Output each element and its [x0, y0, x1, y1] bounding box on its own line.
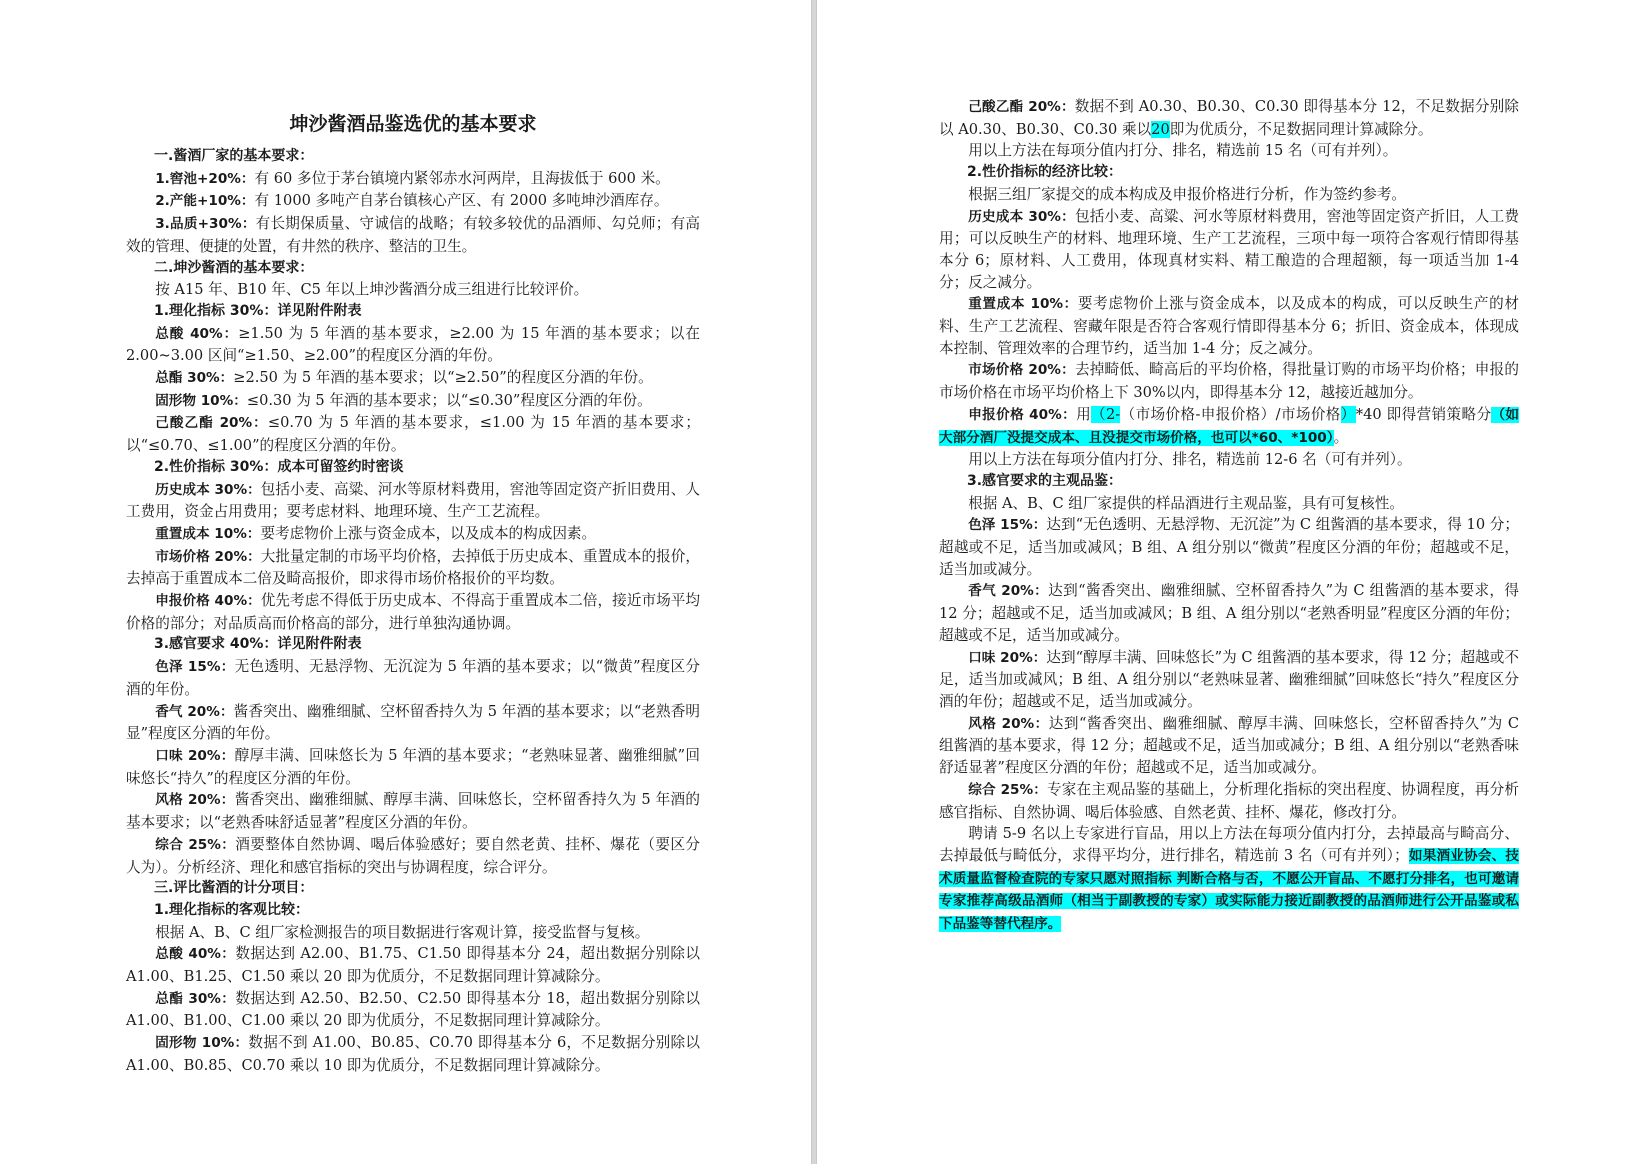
paragraph	[126, 390, 700, 413]
paragraph	[126, 367, 700, 390]
item-label: 色泽 15%：	[155, 659, 235, 676]
item-label: 色泽 15%：	[968, 517, 1047, 534]
item-text: 数据达到 A2.00、B1.75、C1.50 即得基本分 24，超出数据分别除以 A1.00、B1.25、C1.50 乘以 20 即为优质分，不足数据同理计算减除分。	[126, 945, 700, 986]
item-text: 达到“酱香突出、幽雅细腻、空杯留香持久”为 C 组酱酒的基本要求，得 12 分；超越或不足，适当加或减风；B 组、A 组分别以“老熟香明显”程度区分酒的年份；超越或不足，适当加或减分。	[939, 582, 1519, 644]
item-text: 酱香突出、幽雅细腻、空杯留香持久为 5 年酒的基本要求；以“老熟香明显”程度区分酒的年份。	[126, 702, 700, 743]
item-label: 香气 20%：	[968, 583, 1049, 600]
item-label: 申报价格 40%：	[155, 593, 261, 610]
paragraph: 按 A15 年、B10 年、C5 年以上坤沙酱酒分成三组进行比较评价。	[155, 281, 589, 299]
item-label: 己酸乙酯 20%：	[968, 99, 1075, 115]
item-label: 总酯 30%：	[155, 990, 236, 1007]
item-text: 去掉畸低、畸高后的平均价格，得批量订购的市场平均价格；申报的市场价格在市场平均价格上下 30%以内，即得基本分 12，越接近越加分。	[939, 361, 1519, 402]
item-text: ≥2.50 为 5 年酒的基本要求；以“≥2.50”的程度区分酒的年份。	[233, 369, 653, 387]
item-label: 重置成本 10%：	[968, 296, 1078, 313]
section-heading: 一.酱酒厂家的基本要求：	[154, 148, 314, 164]
paragraph	[126, 656, 700, 700]
item-label: 总酸 40%：	[155, 946, 236, 963]
paragraph	[939, 206, 1519, 294]
section-heading: 三.评比酱酒的计分项目：	[154, 880, 314, 897]
item-text: 包括小麦、高粱、河水等原材料费用，窖池等固定资产折旧费用、人工费用，资金占用费用；要考虑材料、地理环境、生产工艺流程。	[126, 480, 700, 521]
item-label: 综合 25%：	[155, 836, 236, 853]
paragraph: 根据 A、B、C 组厂家检测报告的项目数据进行客观计算，接受监督与复核。	[155, 923, 650, 941]
paragraph	[126, 834, 700, 878]
paragraph	[126, 412, 700, 456]
item-label: 固形物 10%：	[155, 1035, 249, 1052]
item-label: 重置成本 10%：	[155, 525, 261, 542]
item-text: ≥1.50 为 5 年酒的基本要求，≥2.00 为 15 年酒的基本要求；以在 2.00~3.00 区间“≥1.50、≥2.00”的程度区分酒的年份。	[126, 324, 700, 365]
paragraph	[939, 359, 1519, 403]
item-label: 3.品质+30%：	[155, 216, 256, 233]
item-label: 综合 25%：	[968, 781, 1048, 798]
subsection-heading: 1.理化指标 30%：详见附件附表	[154, 302, 362, 319]
paragraph	[939, 580, 1519, 646]
paragraph	[126, 789, 700, 833]
item-text: 要考虑物价上涨与资金成本，以及成本的构成因素。	[260, 524, 597, 542]
paragraph	[126, 546, 700, 590]
item-text: 达到“无色透明、无悬浮物、无沉淀”为 C 组酱酒的基本要求，得 10 分；超越或不足，适当加或减风；B 组、A 组分别以“微黄”程度区分酒的年份；超越或不足，适当加或减分。	[939, 516, 1519, 578]
item-label: 固形物 10%：	[155, 392, 247, 409]
item-label: 总酯 30%：	[155, 370, 234, 387]
document-page-right	[816, 0, 1640, 1164]
item-text: 即为优质分，不足数据同理计算减除分。	[1169, 120, 1433, 138]
paragraph	[126, 523, 700, 546]
section-heading: 二.坤沙酱酒的基本要求：	[154, 259, 314, 276]
item-label: 1.窖池+20%：	[155, 170, 255, 187]
item-text: 大批量定制的市场平均价格，去掉低于历史成本、重置成本的报价，去掉高于重置成本二倍及畸高报价，即求得市场价格报价的平均数。	[126, 547, 700, 588]
paragraph	[126, 213, 700, 257]
highlighted-text: ）	[1340, 405, 1356, 423]
paragraph	[126, 590, 700, 634]
item-text: （市场价格-申报价格）/市场价格	[1120, 405, 1341, 423]
item-text: 用	[1076, 405, 1092, 423]
item-text: 有 60 多位于茅台镇境内紧邻赤水河两岸，且海拔低于 600 米。	[254, 169, 670, 187]
document-page-left	[0, 0, 812, 1164]
item-text: 酱香突出、幽雅细腻、醇厚丰满、回味悠长，空杯留香持久为 5 年酒的基本要求；以“老熟香味舒适显著”程度区分酒的年份。	[126, 791, 700, 832]
paragraph	[126, 479, 700, 523]
item-label: 市场价格 20%：	[155, 548, 261, 565]
subsection-heading: 3.感官要求 40%：详见附件附表	[154, 636, 362, 653]
item-text: 专家在主观品鉴的基础上，分析理化指标的突出程度、协调程度，再分析感官指标、自然协调、喝后体验感、自然老黄、挂杯、爆花，修改打分。	[939, 780, 1519, 821]
item-text: 无色透明、无悬浮物、无沉淀为 5 年酒的基本要求；以“微黄”程度区分酒的年份。	[126, 658, 700, 698]
item-text: 数据达到 A2.50、B2.50、C2.50 即得基本分 18，超出数据分别除以 A1.00、B1.00、C1.00 乘以 20 即为优质分，不足数据同理计算减除分。	[126, 989, 700, 1030]
paragraph	[939, 647, 1519, 713]
item-label: 口味 20%：	[155, 747, 235, 764]
page-left-content	[126, 112, 700, 1077]
item-text: 数据不到 A0.30、B0.30、C0.30 即得基本分 12，不足数据分别除以 A0.30、B0.30、C0.30 乘以	[939, 98, 1519, 138]
paragraph: 用以上方法在每项分值内打分、排名，精选前 15 名（可有并列）。	[968, 142, 1398, 160]
item-label: 市场价格 20%：	[968, 362, 1075, 379]
item-text: ≤0.30 为 5 年酒的基本要求；以“≤0.30”程度区分酒的年份。	[246, 391, 652, 409]
page-right-content	[939, 96, 1519, 936]
paragraph	[939, 404, 1519, 449]
item-text: 达到“醇厚丰满、回味悠长”为 C 组酱酒的基本要求，得 12 分；超越或不足，适当加或减风；B 组、A 组分别以“老熟味显著、幽雅细腻”回味悠长“持久”程度区分酒的年份；超越或不足，适当加或减分。	[939, 648, 1519, 710]
item-text: 有长期保质量、守诚信的战略；有较多较优的品酒师、勾兑师；有高效的管理、便捷的处置，有井然的秩序、整洁的卫生。	[126, 215, 700, 255]
item-text: 数据不到 A1.00、B0.85、C0.70 即得基本分 6，不足数据分别除以 A1.00、B0.85、C0.70 乘以 10 即为优质分，不足数据同理计算减除分。	[126, 1034, 700, 1074]
subsection-heading: 1.理化指标的客观比较：	[154, 901, 310, 918]
subsection-heading: 2.性价指标 30%：成本可留签约时密谈	[154, 458, 404, 475]
item-label: 口味 20%：	[968, 649, 1047, 666]
item-text: ≤0.70 为 5 年酒的基本要求，≤1.00 为 15 年酒的基本要求；以“≤0.70、≤1.00”的程度区分酒的年份。	[126, 414, 700, 455]
document-title: 坤沙酱酒品鉴选优的基本要求	[289, 113, 537, 135]
paragraph	[126, 1032, 700, 1076]
item-label: 历史成本 30%：	[968, 208, 1075, 225]
item-text: 有 1000 多吨产自茅台镇核心产区、有 2000 多吨坤沙酒库存。	[254, 192, 669, 210]
item-text: *40 即得营销策略分	[1355, 405, 1492, 423]
item-text: 醇厚丰满、回味悠长为 5 年酒的基本要求；“老熟味显著、幽雅细腻”回味悠长“持久”的程度区分酒的年份。	[126, 746, 700, 787]
paragraph	[126, 943, 700, 987]
item-label: 总酸 40%：	[155, 325, 239, 342]
item-label: 己酸乙酯 20%：	[155, 415, 268, 432]
item-label: 香气 20%：	[155, 703, 234, 720]
item-text: 酒要整体自然协调、喝后体验感好；要自然老黄、挂杯、爆花（要区分人为）。分析经济、理化和感官指标的突出与协调程度，综合评分。	[126, 835, 700, 876]
item-label: 2.产能+10%：	[155, 193, 255, 210]
item-text: 包括小麦、高粱、河水等原材料费用，窖池等固定资产折旧，人工费用；可以反映生产的材料、地理环境、生产工艺流程，三项中每一项符合客观行情即得基本分 6；原材料、人工费用，体现真材实料、精工酿造的合理超额，每一项适当加 1-4 分；反之减分。	[939, 207, 1519, 291]
item-text: 优先考虑不得低于历史成本、不得高于重置成本二倍，接近市场平均价格的部分；对品质高而价格高的部分，进行单独沟通协调。	[126, 592, 700, 632]
highlighted-text: 如果酒业协会、技术质量监督检查院的专家只愿对照指标 判断合格与否，不愿公开盲品、不愿打分排名，也可邀请专家推荐高级品酒师（相当于副教授的专家）或实际能力接近副教授的品酒师进行公开品鉴或私下品鉴等替代程序。	[939, 847, 1519, 933]
paragraph	[126, 745, 700, 789]
item-label: 申报价格 40%：	[968, 406, 1077, 423]
paragraph	[939, 779, 1519, 823]
item-text: 要考虑物价上涨与资金成本，以及成本的构成，可以反映生产的材料、生产工艺流程、窖藏年限是否符合客观行情即得基本分 6；折旧、资金成本，体现成本控制、管理效率的合理节约，适当加 1-4 分；反之减分。	[939, 295, 1519, 357]
highlighted-text: （如大部分酒厂没提交成本、且没提交市场价格，也可以*60、*100）	[939, 406, 1519, 446]
paragraph	[126, 168, 700, 191]
paragraph	[939, 96, 1519, 140]
paragraph: 根据 A、B、C 组厂家提供的样品酒进行主观品鉴，具有可复核性。	[968, 494, 1404, 512]
item-text: 达到“酱香突出、幽雅细腻、醇厚丰满、回味悠长，空杯留香持久”为 C 组酱酒的基本要求，得 12 分；超越或不足，适当加或减分；B 组、A 组分别以“老熟香味舒适显著”程度区分酒的年份；超越或不足，适当加或减分。	[939, 714, 1519, 777]
item-text: 。	[1333, 428, 1349, 446]
subsection-heading: 2.性价指标的经济比较：	[967, 164, 1123, 181]
paragraph	[126, 190, 700, 213]
paragraph	[939, 713, 1519, 779]
paragraph	[939, 823, 1519, 936]
paragraph	[939, 293, 1519, 359]
item-label: 风格 20%：	[155, 792, 235, 809]
highlighted-text: 20	[1151, 120, 1170, 138]
item-label: 历史成本 30%：	[155, 481, 261, 498]
paragraph: 根据三组厂家提交的成本构成及申报价格进行分析，作为签约参考。	[968, 185, 1407, 203]
highlighted-text: （2-	[1091, 405, 1121, 423]
paragraph	[939, 514, 1519, 580]
paragraph	[126, 988, 700, 1032]
subsection-heading: 3.感官要求的主观品鉴：	[967, 472, 1123, 489]
item-text: 聘请 5-9 名以上专家进行盲品，用以上方法在每项分值内打分，去掉最高与畸高分、去掉最低与畸低分，求得平均分，进行排名，精选前 3 名（可有并列）；	[939, 825, 1519, 864]
paragraph	[126, 323, 700, 367]
paragraph: 用以上方法在每项分值内打分、排名，精选前 12-6 名（可有并列）。	[968, 451, 1412, 469]
item-label: 风格 20%：	[968, 715, 1049, 732]
paragraph	[126, 701, 700, 745]
